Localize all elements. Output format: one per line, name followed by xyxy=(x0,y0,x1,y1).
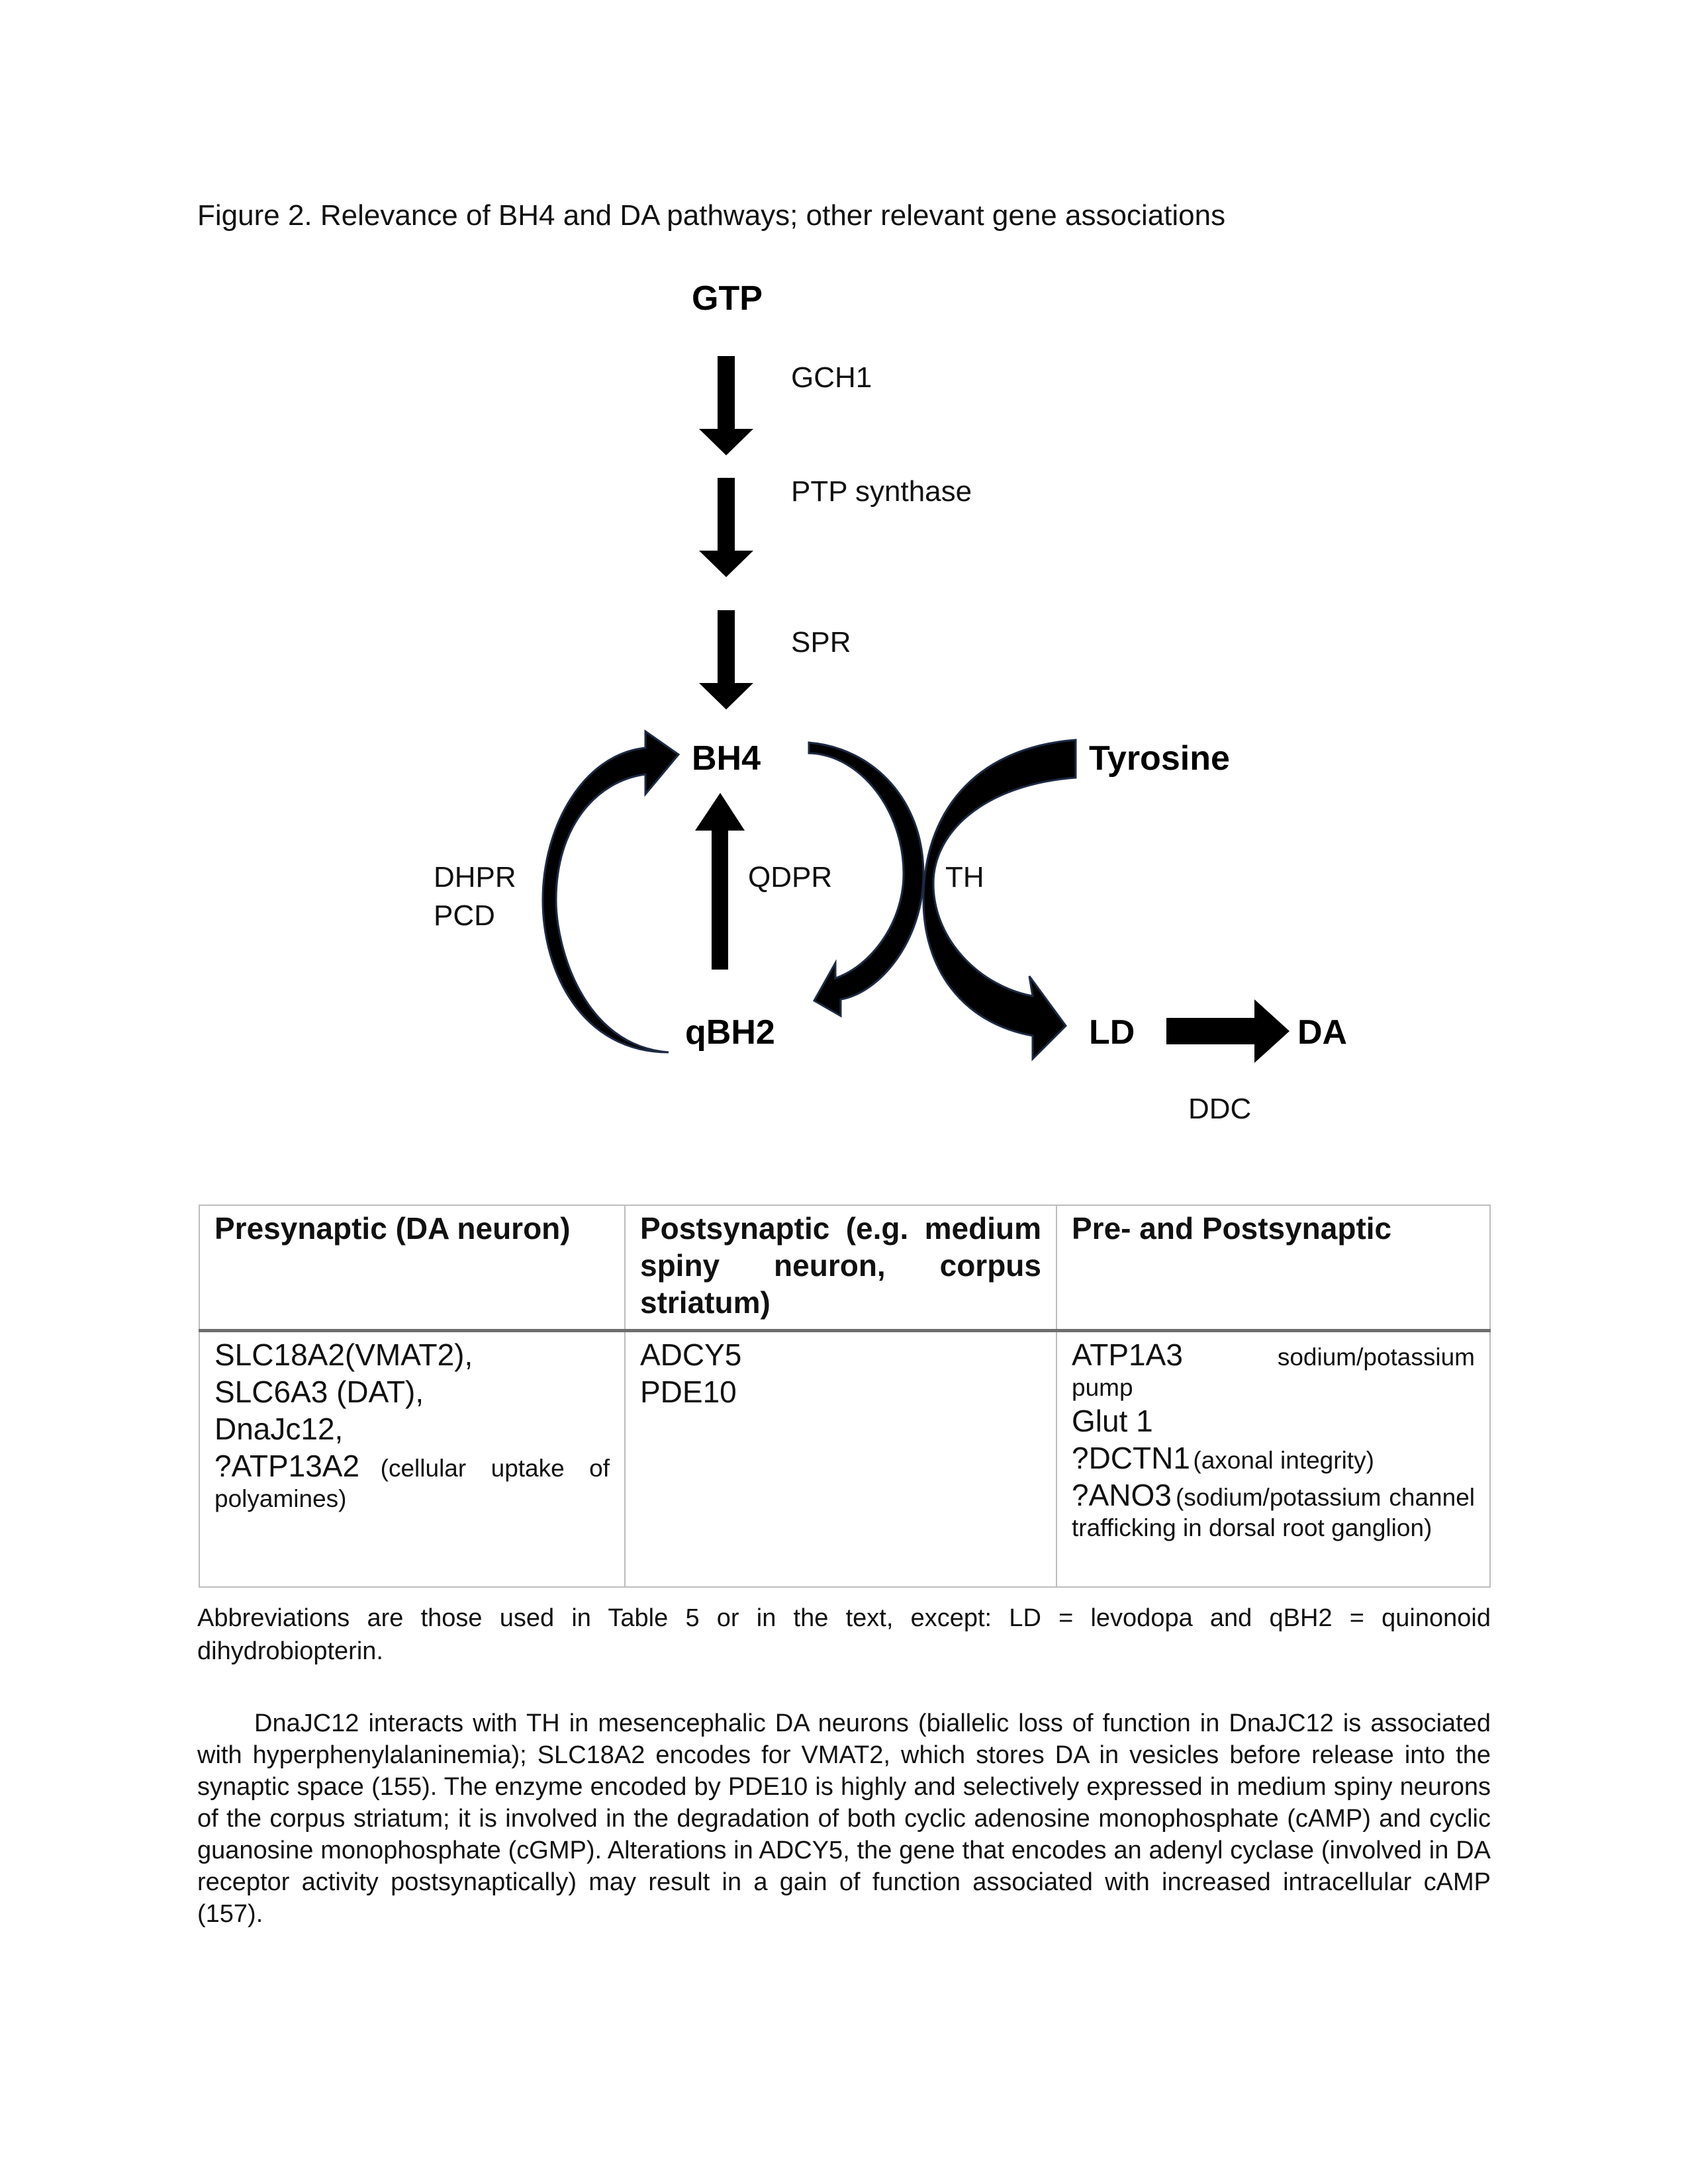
gene-pde10: PDE10 xyxy=(640,1375,737,1409)
gene-atp13a2: ?ATP13A2 xyxy=(214,1449,360,1483)
node-bh4: BH4 xyxy=(692,739,761,778)
table-header-row xyxy=(199,1205,1490,1331)
enzyme-gch1: GCH1 xyxy=(791,361,872,394)
header-postsynaptic: Postsynaptic (e.g. medium spiny neuron, corpus striatum) xyxy=(625,1205,1056,1331)
enzyme-qdpr: QDPR xyxy=(748,861,833,893)
gene-atp1a3-note-cont: pump xyxy=(1072,1374,1133,1401)
figure-caption: Figure 2. Relevance of BH4 and DA pathways; other relevant gene associations xyxy=(197,199,1226,232)
cell-pre-and-postsynaptic xyxy=(1056,1331,1490,1588)
gene-association-table xyxy=(199,1205,1491,1588)
gene-dnajc12: DnaJc12, xyxy=(214,1412,344,1446)
body-paragraph-text: DnaJC12 interacts with TH in mesencephalic DA neurons (biallelic loss of function in DnaJC12 is associated with hyperphenylalaninemia); SLC18A2 encodes for VMAT2, which stores DA in vesicles before release into the synaptic space (155). The enzyme encoded by PDE10 is highly and selectively expressed in medium spiny neurons of the corpus striatum; it is involved in the degradation of both cyclic adenosine monophosphate (cAMP) and cyclic guanosine monophosphate (cGMP). Alterations in ADCY5, the gene that encodes an adenyl cyclase (involved in DA receptor activity postsynaptically) may result in a gain of function associated with increased intracellular cAMP (157). xyxy=(197,1709,1491,1928)
gene-atp13a2-note: (cellular uptake of polyamines) xyxy=(214,1455,610,1512)
gene-dctn1: ?DCTN1 xyxy=(1072,1441,1190,1475)
node-ld: LD xyxy=(1089,1013,1135,1052)
enzyme-ddc: DDC xyxy=(1188,1093,1252,1125)
node-qbh2: qBH2 xyxy=(685,1013,775,1052)
arrow-th-tyrosine-to-ld-icon xyxy=(923,740,1076,1059)
node-da: DA xyxy=(1297,1013,1348,1052)
abbreviations-note: Abbreviations are those used in Table 5 or in the text, except: LD = levodopa and qBH2 = quinonoid dihydrobiopterin. xyxy=(197,1604,1491,1665)
enzyme-dhpr: DHPR xyxy=(434,861,516,893)
gene-atp1a3: ATP1A3 xyxy=(1072,1338,1183,1372)
arrow-ld-to-da-icon xyxy=(1166,999,1289,1063)
header-presynaptic: Presynaptic (DA neuron) xyxy=(199,1205,625,1331)
gene-ano3-note: (sodium/potassium channel trafficking in dorsal root ganglion) xyxy=(1072,1484,1475,1541)
cell-postsynaptic xyxy=(625,1331,1056,1588)
node-gtp: GTP xyxy=(692,279,763,318)
cell-presynaptic xyxy=(199,1331,625,1588)
table-row xyxy=(199,1331,1490,1588)
gene-ano3: ?ANO3 xyxy=(1072,1478,1172,1512)
gene-glut1: Glut 1 xyxy=(1072,1404,1153,1438)
arrow-recycle-dhpr-icon xyxy=(543,731,679,1052)
arrow-qdpr-up-icon xyxy=(695,793,745,970)
gene-slc18a2: SLC18A2(VMAT2), xyxy=(214,1338,473,1372)
gene-adcy5: ADCY5 xyxy=(640,1338,742,1372)
arrow-gtp-to-ptp-icon xyxy=(699,356,753,455)
node-tyrosine: Tyrosine xyxy=(1089,739,1230,778)
gene-dctn1-note: (axonal integrity) xyxy=(1193,1447,1374,1474)
gene-atp1a3-note: sodium/potassium xyxy=(1277,1343,1475,1371)
enzyme-th: TH xyxy=(945,861,984,893)
gene-slc6a3: SLC6A3 (DAT), xyxy=(214,1375,424,1409)
header-pre-and-postsynaptic: Pre- and Postsynaptic xyxy=(1056,1205,1490,1331)
arrow-spr-to-bh4-icon xyxy=(699,610,753,709)
enzyme-pcd: PCD xyxy=(434,899,495,932)
enzyme-spr: SPR xyxy=(791,626,851,659)
arrow-ptp-to-spr-icon xyxy=(699,478,753,577)
enzyme-ptp-synthase: PTP synthase xyxy=(791,475,972,508)
body-paragraph xyxy=(197,1707,1491,1930)
